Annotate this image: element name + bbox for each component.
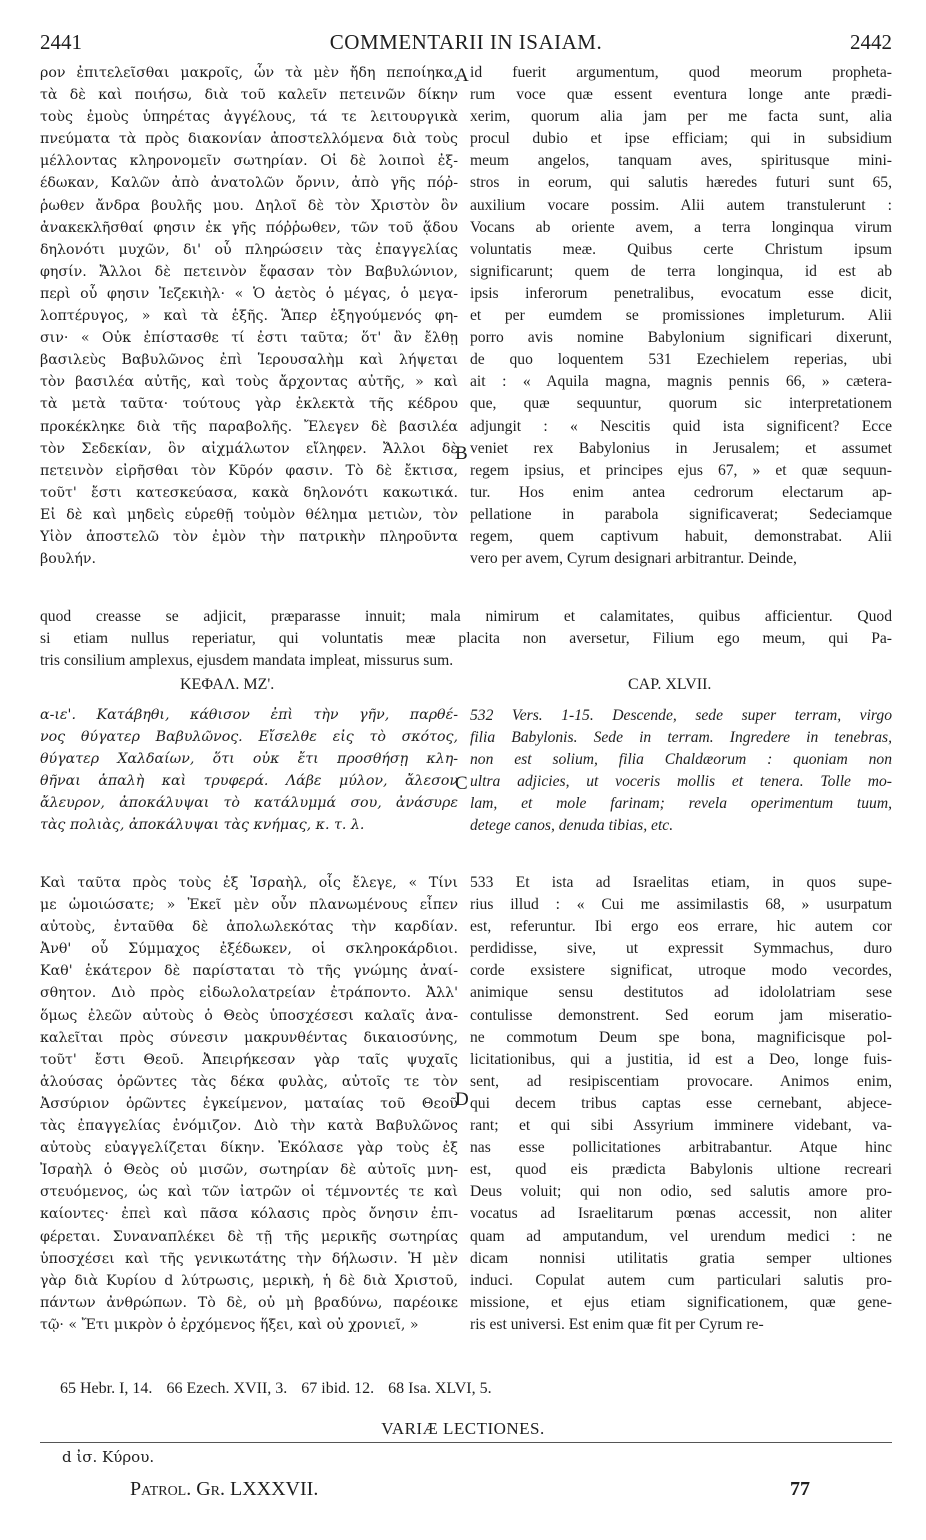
margin-letter-d: D: [455, 1089, 469, 1110]
text-line: nas esse pollicitationes arbitrabantur. Atque hinc: [470, 1139, 892, 1157]
latin-chapter-text: [470, 704, 892, 837]
text-line: Ἰσραὴλ ὁ Θεὸς οὐ μισῶν, σωτηρίαν δὲ αὐτοῖς μνη-: [40, 1162, 458, 1179]
margin-letter-a: A: [455, 65, 469, 86]
text-line: procul dubio et ipse efficiam; qui in subsidium: [470, 130, 892, 148]
footer-series: Patrol. Gr. LXXXVII.: [130, 1478, 319, 1500]
text-line: contulisse demonstrent. Sed eorum jam miseratio-: [470, 1006, 892, 1024]
text-line: licitationibus, qui a justitia, id est a Deo, longe fuis-: [470, 1050, 892, 1068]
text-line: Υἱὸν ἀποστελῶ τὸν ἐμὸν τὴν πατρικὴν πληροῦντα: [40, 528, 458, 545]
text-line: τοὺς ἐμοὺς ὑπηρέτας ἀγγέλους, τά τε λειτουργικὰ: [40, 109, 458, 126]
text-line: τὸν Σεδεκίαν, ὃν αἰχμάλωτον εἴληφεν. Ἄλλοι δὲ: [40, 440, 458, 457]
text-line: τὰ δὲ καὶ ποιήσω, διὰ τοῦ καλεῖν πετεινῶν δίκην: [40, 87, 458, 104]
text-line: πνεύματα τὰ πρὸς διακονίαν ἀποστελλόμενα διὰ τοὺς: [40, 131, 458, 148]
text-line: Καὶ ταῦτα πρὸς τοὺς ἐξ Ἰσραὴλ, οἷς ἔλεγε, « Τίνι: [40, 875, 458, 891]
text-line: καίοντες· ἐπεὶ καὶ πᾶσα κόλασις πρὸς ὄνησιν ἐπι-: [40, 1206, 458, 1223]
text-line: veniet rex Babylonius in Jerusalem; et assumet: [470, 439, 892, 457]
text-line: corde exsistere significat, utroque modo vecordes,: [470, 962, 892, 980]
text-line: pellatione in parabola significaverat; Sedeciamque: [470, 505, 892, 523]
variae-lectiones-heading: VARIÆ LECTIONES.: [381, 1419, 545, 1438]
text-line: τὰς ἐπαγγελίας ἐνόμιζον. Διὸ τὴν κατὰ Βαβυλῶνος: [40, 1118, 458, 1135]
text-line: quod creasse se adjicit, præparasse innuit; mala nimirum et calamitates, quibus afficientur. Quod: [40, 608, 892, 625]
text-line: αὐτοὺς, ἐνταῦθα δὲ ἀπολωλεκότας τὴν καρδίαν.: [40, 919, 458, 936]
text-line: voluntatis meæ. Quibus certe Christum ipsum: [470, 240, 892, 258]
text-line: φέρεται. Συναναπλέκει δὲ τῇ τῆς μερικῆς σωτηρίας: [40, 1228, 458, 1245]
text-line: πετεινὸν εἰρῆσθαι τὸν Κῦρόν φασιν. Τὸ δὲ ἔκτισα,: [40, 462, 458, 479]
latin-chapter-heading: CAP. XLVII.: [628, 676, 712, 693]
greek-column-body: [40, 872, 458, 1336]
text-line: φησίν. Ἄλλοι δὲ πετεινὸν ἔφασαν τὸν Βαβυλώνιον,: [40, 263, 458, 280]
text-line: de quo loquentem 531 Ezechielem reperias, ubi: [470, 351, 892, 369]
left-page-number: 2441: [40, 30, 82, 54]
running-title: COMMENTARII IN ISAIAM.: [329, 30, 603, 54]
text-line: καλεῖται πρὸς σύνεσιν μακρυνθέντας δικαιοσύνης,: [40, 1029, 458, 1046]
text-line: animique sensu destitutos ad idololatriam sese: [470, 984, 892, 1002]
text-line: detege canos, denuda tibias, etc.: [470, 817, 674, 835]
text-line: ρον ἐπιτελεῖσθαι μακροῖς, ὧν τὰ μὲν ἤδη πεποίηκα,: [40, 65, 458, 81]
text-line: porro avis nomine Babylonium significari dixerunt,: [470, 329, 892, 347]
page-header: [40, 30, 892, 56]
text-line: Deus voluit; qui non odio, sed salutis amore pro-: [470, 1183, 892, 1201]
text-line: non est solium, filia Chaldæorum : quoniam non: [470, 751, 892, 769]
text-line: ipsis inferorum penetralibus, evocatum esse dicit,: [470, 284, 892, 302]
text-line: αὐτοὺς εὐαγγελίζεται δίκην. Ἐκόλασε γὰρ τοὺς ἐξ: [40, 1140, 458, 1157]
text-line: τὸν βασιλέα αὐτῆς, καὶ τοὺς ἄρχοντας αὐτῆς, » καὶ: [40, 374, 458, 391]
text-line: vero per avem, Cyrum designari arbitrantur. Deinde,: [470, 550, 797, 568]
text-line: Ἀνθ' οὗ Σύμμαχος ἐξέδωκεν, οἱ σκληροκάρδιοι.: [40, 941, 458, 958]
text-line: rant; et qui sibi Assyrium imminere videbant, va-: [470, 1117, 892, 1135]
text-line: rius illud : « Cui me assimilastis 68, » usurpatum: [470, 896, 892, 914]
text-line: σιν· « Οὐκ ἐπίστασθε τί ἐστι ταῦτα; ὅτ' ἂν ἔλθῃ: [40, 330, 458, 347]
text-line: Εἰ δὲ καὶ μηδεὶς εὑρεθῇ τοὐμὸν θέλημα μετιὼν, τὸν: [40, 506, 458, 523]
text-line: τῷ· « Ἔτι μικρὸν ὁ ἐρχόμενος ἥξει, καὶ οὐ χρονιεῖ, »: [40, 1316, 419, 1333]
text-line: regem ipsius, et principes ejus 67, » et quæ sequun-: [470, 461, 892, 479]
text-line: ris est universi. Est enim quæ fit per Cyrum re-: [470, 1315, 764, 1333]
text-line: meum angelos, tanquam aves, spiritusque mini-: [470, 152, 892, 170]
text-line: γὰρ διὰ Κυρίου d λύτρωσις, μερικὴ, ἡ δὲ διὰ Χριστοῦ,: [40, 1272, 458, 1289]
text-line: tris consilium amplexus, ejusdem mandata impleat, missurus sum.: [40, 652, 454, 669]
text-line: ὅμως ἐλεῶν αὐτοὺς ὁ Θεὸς ὑποσχέσεσι καλαῖς ἀνα-: [40, 1007, 458, 1024]
text-line: 532 Vers. 1-15. Descende, sede super terram, virgo: [470, 707, 892, 724]
greek-chapter-text: [40, 704, 458, 837]
text-line: Vocans ab oriente avem, a terra longinqua virum: [470, 218, 892, 236]
text-line: ne commotum Deum spe bona, magnificisque pol-: [470, 1028, 892, 1046]
text-line: stros in eorum, qui salutis hæredes futuri sunt 65,: [470, 174, 892, 192]
text-line: xerim, quorum alia jam per me facta sunt, alia: [470, 108, 892, 126]
footnote: 68 Isa. XLVI, 5.: [388, 1380, 492, 1397]
text-line: ἀνακεκλῆσθαί φησιν ἐκ γῆς πόῤῥωθεν, τῶν τοῦ ᾅδου: [40, 219, 458, 236]
text-line: dicam nonnisi utilitatis gratia semper ultiones: [470, 1249, 892, 1267]
text-line: lam, et mole farinam; revela operimentum tuum,: [470, 795, 892, 813]
divider: [40, 1442, 892, 1443]
text-line: qui decem tribus captas esse cernebant, abjece-: [470, 1094, 892, 1112]
text-line: με ὡμοιώσατε; » Ἐκεῖ μὲν οὖν πλανωμένους εἶπεν: [40, 897, 458, 914]
text-line: missione, et ejus etiam significationem, quæ gene-: [470, 1293, 892, 1311]
text-line: τὰς πολιὰς, ἀποκάλυψαι τὰς κνήμας, κ. τ. λ.: [40, 817, 365, 834]
text-line: est, quod eis prædicta Babylonis ultione recreari: [470, 1161, 892, 1179]
latin-column-top: [470, 62, 892, 570]
footnotes: [60, 1380, 660, 1398]
text-line: ῥωθεν ἄνδρα βουλῆς μου. Δηλοῖ δὲ τὸν Χριστὸν ὃν: [40, 197, 458, 214]
right-page-number: 2442: [850, 30, 892, 54]
text-line: adjungit : « Nescitis quid ista significent? Ecce: [470, 417, 892, 435]
text-line: περὶ οὗ φησιν Ἰεζεκιὴλ· « Ὁ ἀετὸς ὁ μέγας, ὁ μεγα-: [40, 285, 458, 302]
text-line: έδωκαν, Καλῶν ἀπὸ ἀνατολῶν ὄρνιν, ἀπὸ γῆς πόῤ-: [40, 175, 458, 192]
text-line: tur. Hos enim antea cedrorum electarum ap-: [470, 483, 892, 501]
text-line: Καθ' ἑκάτερον δὲ παρίσταται τὸ τῆς γνώμης ἀναί-: [40, 963, 458, 980]
variant-note: d ἰσ. Κύρου.: [62, 1448, 155, 1466]
text-line: que, quæ sequuntur, quorum sic interpretationem: [470, 395, 892, 413]
text-line: quam ad amputandum, vel urendum medici : ne: [470, 1227, 892, 1245]
text-line: τοῦτ' ἔστι κατεσκεύασα, κακὰ δηλονότι κακωτικά.: [40, 484, 458, 501]
text-line: δηλονότι μυχῶν, δι' οὗ πληρώσειν τὰς ἐπαγγελίας: [40, 241, 458, 258]
text-line: induci. Copulat autem cum particulari salutis pro-: [470, 1271, 892, 1289]
margin-letter-b: B: [455, 443, 468, 464]
text-line: et per eumdem se promissiones impleturum. Alii: [470, 307, 892, 325]
text-line: βασιλεὺς Βαβυλῶνος ἐπὶ Ἱερουσαλὴμ καὶ λήψεται: [40, 352, 458, 369]
text-line: significarunt; quem de terra longinqua, id est ab: [470, 262, 892, 280]
footnote: 66 Ezech. XVII, 3.: [166, 1380, 288, 1397]
text-line: auxilium vocare possim. Alii autem transtulerunt :: [470, 196, 892, 214]
text-line: νος θύγατερ Βαβυλῶνος. Εἴσελθε εἰς τὸ σκότος,: [40, 729, 458, 746]
text-line: vocatus ad Israelitarum pœnas accessit, non aliter: [470, 1205, 892, 1223]
footer-signature: 77: [790, 1478, 810, 1500]
text-line: ὑποσχέσει καὶ τῆς γενικωτάτης τὴν δήλωσιν. Ἡ μὲν: [40, 1250, 458, 1267]
text-line: τὰ μετὰ ταῦτα· τούτους γὰρ ἐκλεκτὰ τῆς κέδρου: [40, 396, 458, 413]
text-line: στευόμενος, ὡς καὶ τῶν ἰατρῶν οἱ τέμνοντές τε καὶ: [40, 1184, 458, 1201]
text-line: Ἀσσύριον ὁρῶντες ἐγκείμενον, ματαίας τοῦ Θεοῦ: [40, 1095, 458, 1112]
text-line: ἄλευρον, ἀποκάλυψαι τὸ κατάλυμμά σου, ἀνάσυρε: [40, 795, 458, 812]
page-footer: [130, 1478, 810, 1501]
greek-column-top: [40, 62, 458, 570]
text-line: βουλήν.: [40, 551, 96, 568]
margin-letter-c: C: [455, 773, 468, 794]
footnote: 65 Hebr. I, 14.: [60, 1380, 153, 1397]
greek-chapter-heading: ΚΕΦΑΛ. ΜΖ'.: [180, 676, 275, 693]
text-line: regem, quem captivum habuit, demonstrabat. Alii: [470, 527, 892, 545]
latin-column-body: [470, 872, 892, 1336]
text-line: sent, ad resipiscentiam provocare. Animos enim,: [470, 1072, 892, 1090]
text-line: 533 Et ista ad Israelitas etiam, in quos supe-: [470, 874, 892, 891]
text-line: si etiam nullus reperiatur, qui voluntatis meæ placita non aversetur, Filium ego meum, qui Pa-: [40, 630, 892, 647]
full-width-text: [40, 606, 892, 672]
text-line: rum voce quæ essent eventura longe ante prædi-: [470, 86, 892, 104]
text-line: θύγατερ Χαλδαίων, ὅτι οὐκ ἔτι προσθήσῃ κλη-: [40, 751, 458, 768]
footnote: 67 ibid. 12.: [301, 1380, 375, 1397]
text-line: τοῦτ' ἔστι Θεοῦ. Ἀπειρήκεσαν γὰρ ταῖς ψυχαῖς: [40, 1051, 458, 1068]
text-line: id fuerit argumentum, quod meorum propheta-: [470, 64, 892, 81]
text-line: ait : « Aquila magna, magnis pennis 66, » cætera-: [470, 373, 892, 391]
text-line: προκέκληκε διὰ τῆς παραβολῆς. Ἔλεγεν δὲ βασιλέα: [40, 418, 458, 435]
text-line: ultra adjicies, ut voceris mollis et tenera. Tolle mo-: [470, 773, 892, 791]
text-line: λοπτέρυγος, » καὶ τὰ ἑξῆς. Ἅπερ ἐξηγούμενός φη-: [40, 308, 458, 325]
text-line: filia Babylonis. Sede in terram. Ingredere in tenebras,: [470, 729, 892, 747]
text-line: est, referuntur. Ibi ergo eos errare, hic autem cor: [470, 918, 892, 936]
text-line: α-ιε'. Κατάβηθι, κάθισον ἐπὶ τὴν γῆν, παρθέ-: [40, 707, 458, 723]
text-line: θῆναι ἁπαλὴ καὶ τρυφερά. Λάβε μύλον, ἄλεσον: [40, 773, 458, 790]
text-line: σθητον. Διὸ πρὸς εἰδωλολατρείαν ἐτράποντο. Ἀλλ': [40, 985, 458, 1002]
text-line: μέλλοντας κληρονομεῖν σωτηρίαν. Οἱ δὲ λοιποὶ ἐξ-: [40, 153, 458, 170]
text-line: perdidisse, sive, ut expressit Symmachus, duro: [470, 940, 892, 958]
text-line: πάντων ἀνθρώπων. Τὸ δὲ, οὐ μὴ βραδύνω, παρέοικε: [40, 1294, 458, 1311]
text-line: ἁλούσας ὁρῶντες τὰς δέκα φυλὰς, αὐτοῖς τε τὸν: [40, 1073, 458, 1090]
